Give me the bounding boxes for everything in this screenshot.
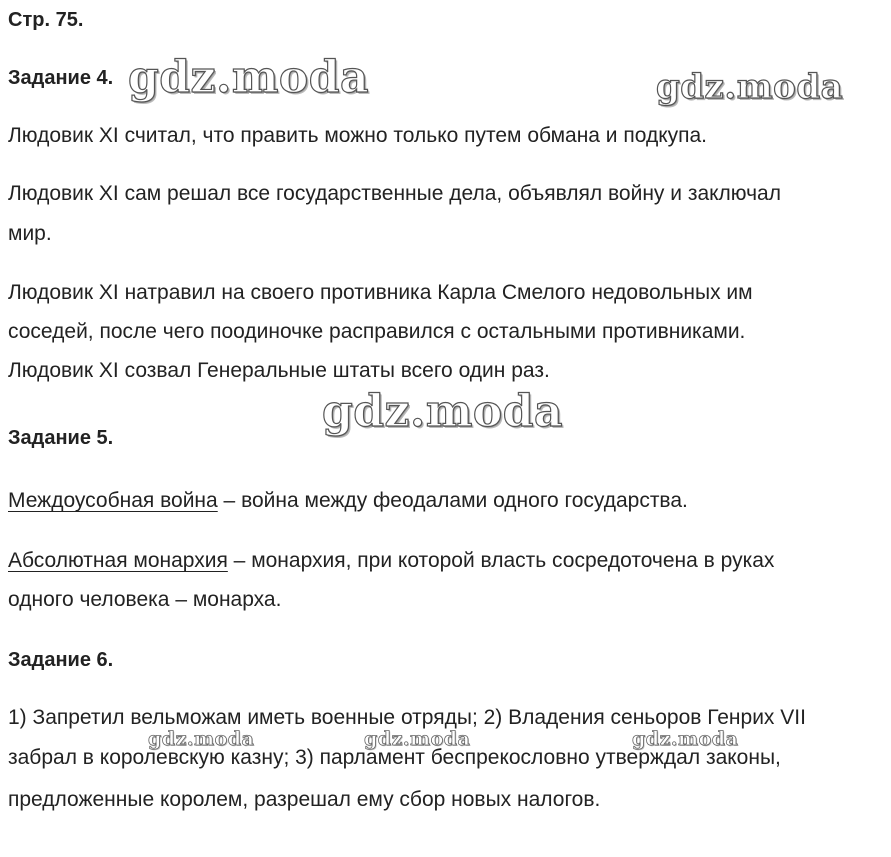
task-4-paragraph-2-line-1: Людовик XI сам решал все государственные дела, объявлял войну и заключал [8, 182, 781, 205]
task-6-heading: Задание 6. [8, 649, 114, 671]
task-4-paragraph-3-line-1: Людовик XI натравил на своего противника Карла Смелого недовольных им [8, 281, 753, 304]
task-6-line-2: забрал в королевскую казну; 3) парламент беспрекословно утверждал законы, [8, 746, 781, 769]
task-6-line-1: 1) Запретил вельможам иметь военные отряды; 2) Владения сеньоров Генрих VII [8, 706, 806, 729]
task-5-definition-1 [8, 481, 688, 521]
term-civil-war: Междоусобная война [8, 489, 218, 512]
watermark-logo: gdz.moda [656, 67, 844, 107]
page-number: Стр. 75. [8, 9, 84, 31]
task-4-paragraph-3-line-3: Людовик XI созвал Генеральные штаты всего один раз. [8, 359, 550, 382]
task-4-heading: Задание 4. [8, 67, 114, 89]
task-6-line-3: предложенные королем, разрешал ему сбор новых налогов. [8, 788, 601, 811]
definition-absolute-monarchy: – монархия, при которой власть сосредоточена в руках [227, 549, 775, 572]
watermark-logo: gdz.moda [322, 386, 564, 437]
task-5-heading: Задание 5. [8, 427, 114, 449]
watermark-logo: gdz.moda [128, 52, 370, 103]
definition-civil-war: – война между феодалами одного государства. [217, 489, 688, 512]
watermark-logo: gdz.moda [148, 728, 255, 750]
task-4-paragraph-3-line-2: соседей, после чего поодиночке расправился с остальными противниками. [8, 320, 746, 343]
watermark-logo: gdz.moda [364, 728, 471, 750]
term-absolute-monarchy: Абсолютная монархия [8, 549, 228, 572]
watermark-logo: gdz.moda [632, 728, 739, 750]
task-4-paragraph-2-line-2: мир. [8, 222, 52, 245]
task-4-paragraph-1-line-1: Людовик XI считал, что править можно только путем обмана и подкупа. [8, 124, 708, 147]
task-5-definition-2 [8, 541, 774, 581]
task-5-definition-2-line-2: одного человека – монарха. [8, 588, 282, 611]
